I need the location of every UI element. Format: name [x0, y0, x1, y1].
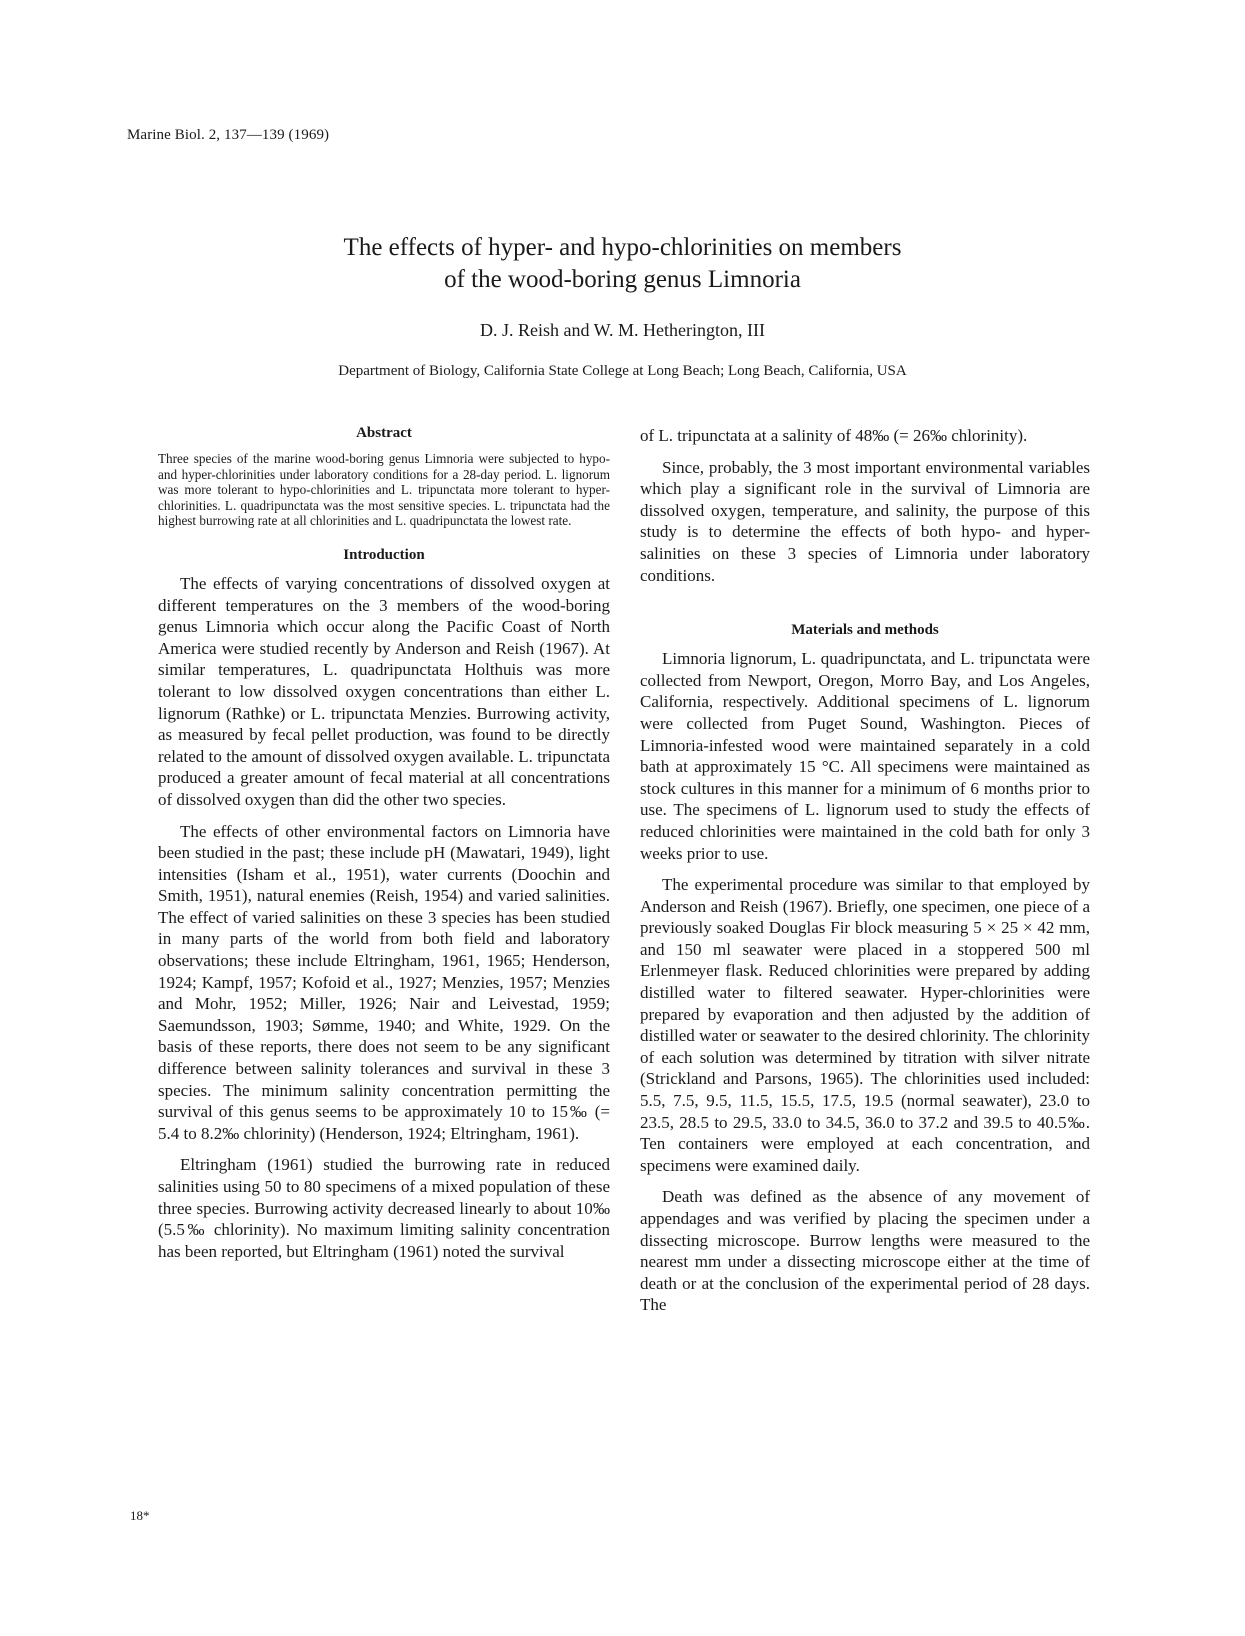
title-line-2: of the wood-boring genus Limnoria: [444, 266, 801, 293]
abstract-heading: Abstract: [356, 425, 412, 441]
intro-paragraph-5: Since, probably, the 3 most important environmental variables which play a significant role in the survival of Limnoria are dissolved oxygen, temperature, and salinity, the purpose of this study is to determine the effects of both hypo- and hyper-salinities on these 3 species of Limnoria under laboratory conditions.: [640, 457, 1090, 585]
abstract-section: [158, 425, 610, 529]
intro-paragraph-3: Eltringham (1961) studied the burrowing rate in reduced salinities using 50 to 80 specimens of a mixed population of these three species. Burrowing activity decreased linearly to about 10‰ (5.5‰ chlorinity). No maximum limiting salinity concentration has been reported, but Eltringham (1961) noted the survival: [158, 1155, 610, 1261]
intro-paragraph-1: The effects of varying concentrations of dissolved oxygen at different temperatures on the 3 members of the wood-boring genus Limnoria which occur along the Pacific Coast of North America were studied recently by Anderson and Reish (1967). At similar temperatures, L. quadripunctata Holthuis was more tolerant to low dissolved oxygen concentrations than either L. lignorum (Rathke) or L. tripunctata Menzies. Burrowing activity, as measured by fecal pellet production, was found to be directly related to the amount of dissolved oxygen available. L. tripunctata produced a greater amount of fecal material at all concentrations of dissolved oxygen than did the other two species.: [158, 573, 610, 809]
intro-paragraph-4: of L. tripunctata at a salinity of 48‰ (= 26‰ chlorinity).: [640, 426, 1028, 445]
right-column: [640, 425, 1090, 1326]
methods-paragraph-1: Limnoria lignorum, L. quadripunctata, and L. tripunctata were collected from Newport, Oregon, Morro Bay, and Los Angeles, California, respectively. Additional specimens of L. lignorum were collected from Puget Sound, Washington. Pieces of Limnoria-infested wood were maintained separately in a cold bath at approximately 15 °C. All specimens were maintained as stock cultures in this manner for a minimum of 6 months prior to use. The specimens of L. lignorum used to study the effects of reduced chlorinities were maintained in the cold bath for only 3 weeks prior to use.: [640, 649, 1090, 863]
left-column: [158, 425, 610, 1272]
methods-paragraph-3: Death was defined as the absence of any movement of appendages and was verified by placing the specimen under a dissecting microscope. Burrow lengths were measured to the nearest mm under a dissecting microscope either at the time of death or at the conclusion of the experimental period of 28 days. The: [640, 1187, 1090, 1315]
introduction-section: [158, 547, 610, 1262]
intro-paragraph-2: The effects of other environmental factors on Limnoria have been studied in the past; these include pH (Mawatari, 1949), light intensities (Isham et al., 1951), water currents (Doochin and Smith, 1951), natural enemies (Reish, 1954) and varied salinities. The effect of varied salinities on these 3 species has been studied in many parts of the world from both field and laboratory observations; these include Eltringham, 1961, 1965; Henderson, 1924; Kampf, 1957; Kofoid et al., 1927; Menzies, 1957; Menzies and Mohr, 1952; Miller, 1926; Nair and Leivestad, 1959; Saemundsson, 1903; Sømme, 1940; and White, 1929. On the basis of these reports, there does not seem to be any significant difference between salinity tolerances and survival in these 3 species. The minimum salinity concentration permitting the survival of this genus seems to be approximately 10 to 15‰ (= 5.4 to 8.2‰ chlorinity) (Henderson, 1924; Eltringham, 1961).: [158, 821, 610, 1143]
article-title: [0, 232, 1245, 296]
affiliation: Department of Biology, California State College at Long Beach; Long Beach, California, USA: [338, 363, 907, 379]
title-line-1: The effects of hyper- and hypo-chlorinities on members: [343, 234, 902, 261]
introduction-heading: Introduction: [343, 546, 425, 563]
page-footer-mark: 18*: [130, 1508, 150, 1523]
methods-heading: Materials and methods: [791, 622, 939, 639]
methods-paragraph-2: The experimental procedure was similar to that employed by Anderson and Reish (1967). Briefly, one specimen, one piece of a previously soaked Douglas Fir block measuring 5 × 25 × 42 mm, and 150 ml seawater were placed in a stoppered 500 ml Erlenmeyer flask. Reduced chlorinities were prepared by adding distilled water to filtered seawater. Hyper-chlorinities were prepared by evaporation and then adjusted by the addition of distilled water or seawater to the desired chlorinity. The chlorinity of each solution was determined by titration with silver nitrate (Strickland and Parsons, 1965). The chlorinities used included: 5.5, 7.5, 9.5, 11.5, 15.5, 17.5, 19.5 (normal seawater), 23.0 to 23.5, 28.5 to 29.5, 33.0 to 34.5, 36.0 to 37.2 and 39.5 to 40.5‰. Ten containers were employed at each concentration, and specimens were examined daily.: [640, 875, 1090, 1175]
journal-citation: Marine Biol. 2, 137—139 (1969): [127, 127, 330, 143]
abstract-text: Three species of the marine wood-boring genus Limnoria were subjected to hypo- and hyper-chlorinities under laboratory conditions for a 28-day period. L. lignorum was more tolerant to hypo-chlorinities and L. tripunctata more tolerant to hyper-chlorinities. L. quadripunctata was the most sensitive species. L. tripunctata had the highest burrowing rate at all chlorinities and L. quadripunctata the lowest rate.: [158, 451, 610, 529]
authors: D. J. Reish and W. M. Hetherington, III: [480, 320, 765, 340]
